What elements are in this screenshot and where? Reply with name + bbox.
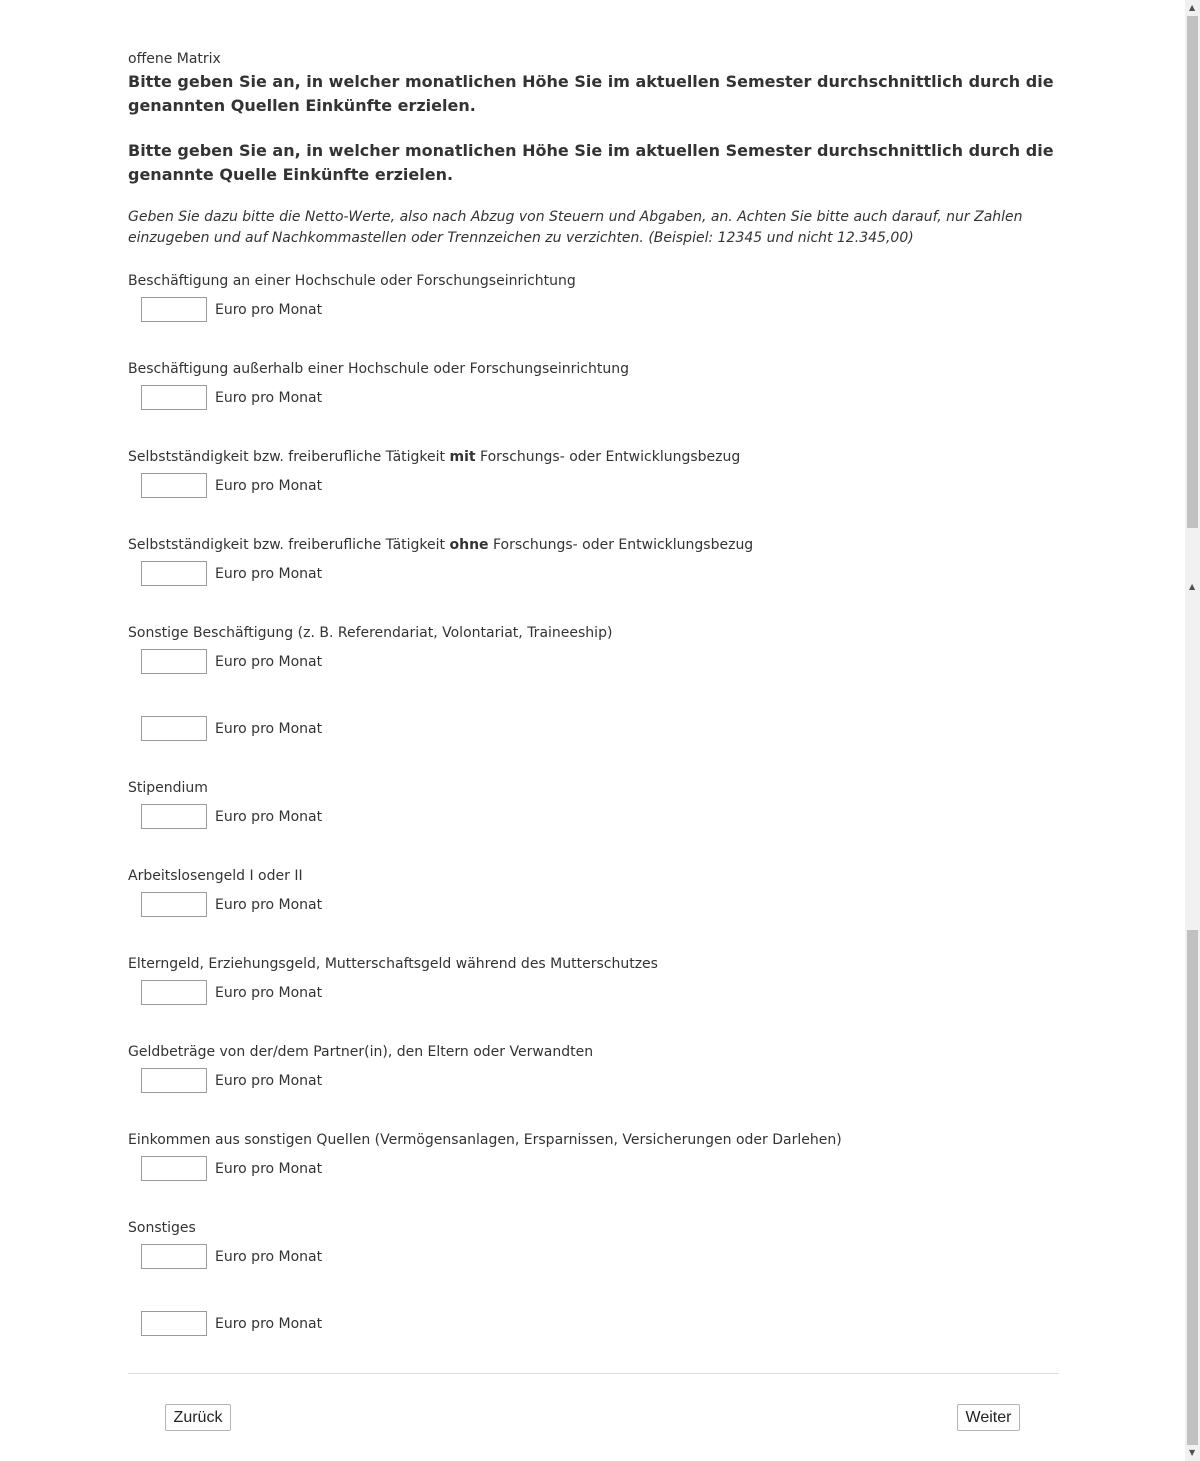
question-text-secondary: Bitte geben Sie an, in welcher monatlichen Höhe Sie im aktuellen Semester durchschnittlich durch die genannte Quelle Einkünfte erzielen.: [128, 141, 1054, 184]
item-sonstige-beschaeftigung: [128, 621, 1059, 742]
amount-input[interactable]: [141, 892, 207, 917]
item-stipendium: [128, 776, 1059, 830]
item-label: Sonstige Beschäftigung (z. B. Referendariat, Volontariat, Traineeship): [128, 625, 613, 641]
item-label: Sonstiges: [128, 1220, 196, 1236]
item-label: Einkommen aus sonstigen Quellen (Vermögensanlagen, Ersparnissen, Versicherungen oder Darlehen): [128, 1132, 842, 1148]
amount-input[interactable]: [141, 297, 207, 322]
amount-input[interactable]: [141, 649, 207, 674]
unit-label: Euro pro Monat: [215, 808, 323, 825]
survey-content: [128, 50, 1059, 1337]
unit-label: Euro pro Monat: [215, 301, 323, 318]
amount-input[interactable]: [141, 473, 207, 498]
amount-input[interactable]: [141, 1244, 207, 1269]
item-label: Stipendium: [128, 780, 208, 796]
item-label: Beschäftigung an einer Hochschule oder Forschungseinrichtung: [128, 273, 576, 289]
unit-label: Euro pro Monat: [215, 896, 323, 913]
amount-input[interactable]: [141, 561, 207, 586]
unit-label: Euro pro Monat: [215, 1248, 323, 1265]
item-selbst-ohne: [128, 533, 1059, 587]
item-geldbetraege: [128, 1040, 1059, 1094]
unit-label: Euro pro Monat: [215, 1072, 323, 1089]
label-emphasis: mit: [449, 449, 476, 465]
scroll-down-icon[interactable]: ▼: [1189, 1448, 1196, 1457]
amount-input[interactable]: [141, 980, 207, 1005]
scroll-thumb[interactable]: [1187, 16, 1198, 528]
scroll-thumb[interactable]: [1187, 930, 1198, 1445]
vertical-scrollbar[interactable]: [1185, 0, 1200, 1461]
label-part: Selbstständigkeit bzw. freiberufliche Tätigkeit: [128, 449, 450, 465]
unit-label: Euro pro Monat: [215, 1315, 323, 1332]
item-hochschule: [128, 269, 1059, 323]
unit-label: Euro pro Monat: [215, 984, 323, 1001]
label-part: Forschungs- oder Entwicklungsbezug: [475, 449, 741, 465]
item-ausserhalb: [128, 357, 1059, 411]
amount-input[interactable]: [141, 1068, 207, 1093]
amount-input[interactable]: [141, 804, 207, 829]
item-label: Elterngeld, Erziehungsgeld, Mutterschaftsgeld während des Mutterschutzes: [128, 956, 658, 972]
label-part: Forschungs- oder Entwicklungsbezug: [488, 537, 754, 553]
item-label: Geldbeträge von der/dem Partner(in), den Eltern oder Verwandten: [128, 1044, 594, 1060]
item-label: Beschäftigung außerhalb einer Hochschule oder Forschungseinrichtung: [128, 361, 629, 377]
label-emphasis: ohne: [449, 537, 489, 553]
unit-label: Euro pro Monat: [215, 653, 323, 670]
instruction-text: Geben Sie dazu bitte die Netto-Werte, also nach Abzug von Steuern und Abgaben, an. Achten Sie bitte auch darauf, nur Zahlen einzugeben und auf Nachkommastellen oder Trennzeichen zu verzichten. (Beispiel: 12345 und nicht 12.345,00): [128, 209, 1023, 246]
question-text: Bitte geben Sie an, in welcher monatlichen Höhe Sie im aktuellen Semester durchschnittlich durch die genannten Quellen Einkünfte erzielen.: [128, 72, 1054, 115]
unit-label: Euro pro Monat: [215, 565, 323, 582]
unit-label: Euro pro Monat: [215, 720, 323, 737]
matrix-caption: offene Matrix: [128, 51, 221, 67]
footer-divider: [128, 1373, 1059, 1374]
amount-input[interactable]: [141, 385, 207, 410]
back-button[interactable]: Zurück: [165, 1404, 231, 1431]
item-einkommen-sonstige: [128, 1128, 1059, 1182]
scroll-up-icon[interactable]: ▲: [1189, 582, 1196, 591]
item-label: [128, 533, 1059, 557]
next-button[interactable]: Weiter: [957, 1404, 1020, 1431]
income-items: [128, 269, 1059, 1337]
amount-input[interactable]: [141, 1156, 207, 1181]
item-sonstiges: [128, 1216, 1059, 1337]
amount-input-extra[interactable]: [141, 716, 207, 741]
unit-label: Euro pro Monat: [215, 1160, 323, 1177]
scroll-up-icon[interactable]: ▲: [1189, 3, 1196, 12]
item-elterngeld: [128, 952, 1059, 1006]
amount-input-extra[interactable]: [141, 1311, 207, 1336]
label-part: Selbstständigkeit bzw. freiberufliche Tätigkeit: [128, 537, 450, 553]
unit-label: Euro pro Monat: [215, 389, 323, 406]
item-label: Arbeitslosengeld I oder II: [128, 868, 303, 884]
item-selbst-mit: [128, 445, 1059, 499]
item-label: [128, 445, 1059, 469]
unit-label: Euro pro Monat: [215, 477, 323, 494]
item-arbeitslosengeld: [128, 864, 1059, 918]
